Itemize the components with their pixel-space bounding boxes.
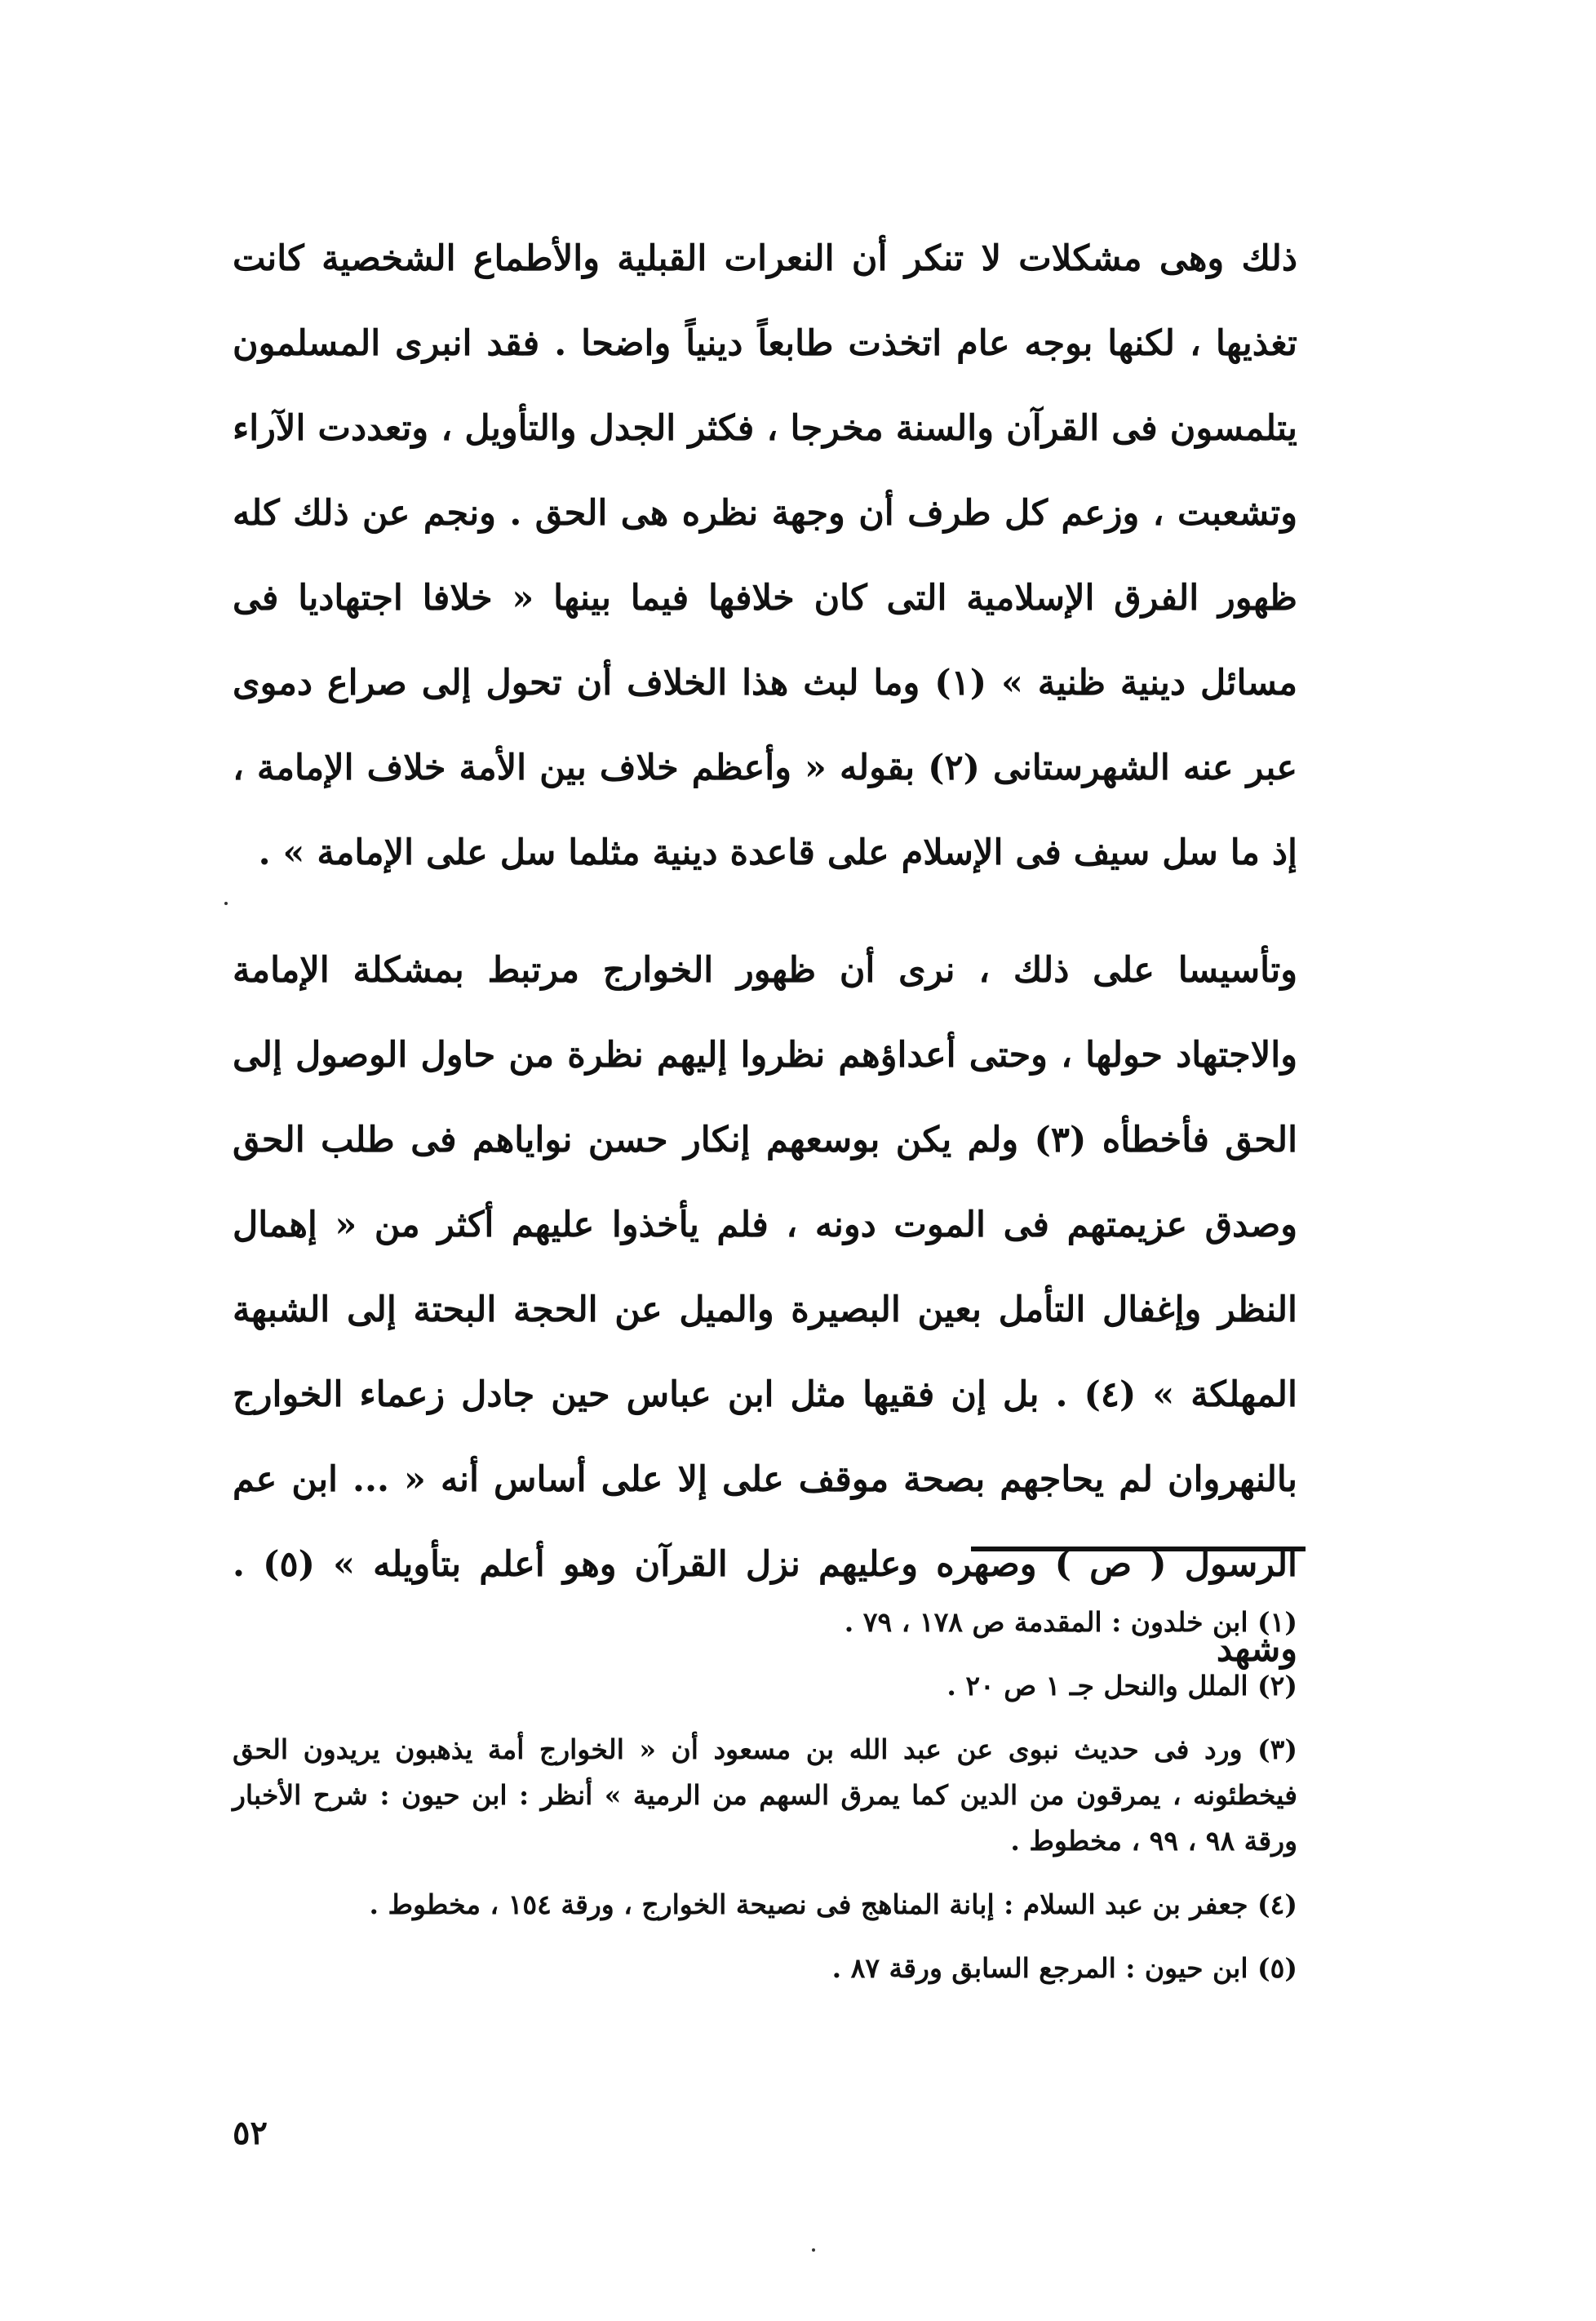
- scan-speck: [224, 902, 228, 905]
- footnote: (٣) ورد فى حديث نبوى عن عبد الله بن مسعود أن « الخوارج أمة يذهبون يريدون الحق فيخطئونه ، يمرقون من الدين كما يمرق السهم من الرمية » أنظر : ابن حيون : شرح الأخبار ورقة ٩٨ ، ٩٩ ، مخطوط .: [233, 1733, 1297, 1857]
- footnote: (١) ابن خلدون : المقدمة ص ١٧٨ ، ٧٩ .: [844, 1606, 1297, 1638]
- paragraph: ذلك وهى مشكلات لا تنكر أن النعرات القبلية والأطماع الشخصية كانت تغذيها ، لكنها بوجه عام اتخذت طابعاً دينياً واضحا . فقد انبرى المسلمون يتلمسون فى القرآن والسنة مخرجا ، فكثر الجدل والتأويل ، وتعددت الآراء وتشعبت ، وزعم كل طرف أن وجهة نظره هى الحق . ونجم عن ذلك كله ظهور الفرق الإسلامية التى كان خلافها فيما بينها « خلافا اجتهاديا فى مسائل دينية ظنية » (١) وما لبث هذا الخلاف أن تحول إلى صراع دموى عبر عنه الشهرستانى (٢) بقوله « وأعظم خلاف بين الأمة خلاف الإمامة ، إذ ما سل سيف فى الإسلام على قاعدة دينية مثلما سل على الإمامة » .: [233, 238, 1297, 873]
- paragraph: وتأسيسا على ذلك ، نرى أن ظهور الخوارج مرتبط بمشكلة الإمامة والاجتهاد حولها ، وحتى أعداؤهم نظروا إليهم نظرة من حاول الوصول إلى الحق فأخطأه (٣) ولم يكن بوسعهم إنكار حسن نواياهم فى طلب الحق وصدق عزيمتهم فى الموت دونه ، فلم يأخذوا عليهم أكثر من « إهمال النظر وإغفال التأمل بعين البصيرة والميل عن الحجة البحتة إلى الشبهة المهلكة » (٤) . بل إن فقيها مثل ابن عباس حين جادل زعماء الخوارج بالنهروان لم يحاجهم بصحة موقف على إلا على أساس أنه « ... ابن عم الرسول ( ص ) وصهره وعليهم نزل القرآن وهو أعلم بتأويله » (٥) . وشهد: [233, 950, 1298, 1670]
- footnotes: [233, 1600, 1297, 2009]
- page-number: ٥٢: [233, 2114, 268, 2152]
- footnote: (٢) الملل والنحل جـ ١ ص ٢٠ .: [947, 1670, 1297, 1702]
- scan-speck: [812, 2248, 815, 2252]
- footnote: (٤) جعفر بن عبد السلام : إبانة المناهج فى نصيحة الخوارج ، ورقة ١٥٤ ، مخطوط .: [369, 1888, 1297, 1920]
- footnote-divider: [971, 1547, 1306, 1551]
- body-text: [233, 216, 1297, 1692]
- footnote: (٥) ابن حيون : المرجع السابق ورقة ٨٧ .: [831, 1952, 1297, 1984]
